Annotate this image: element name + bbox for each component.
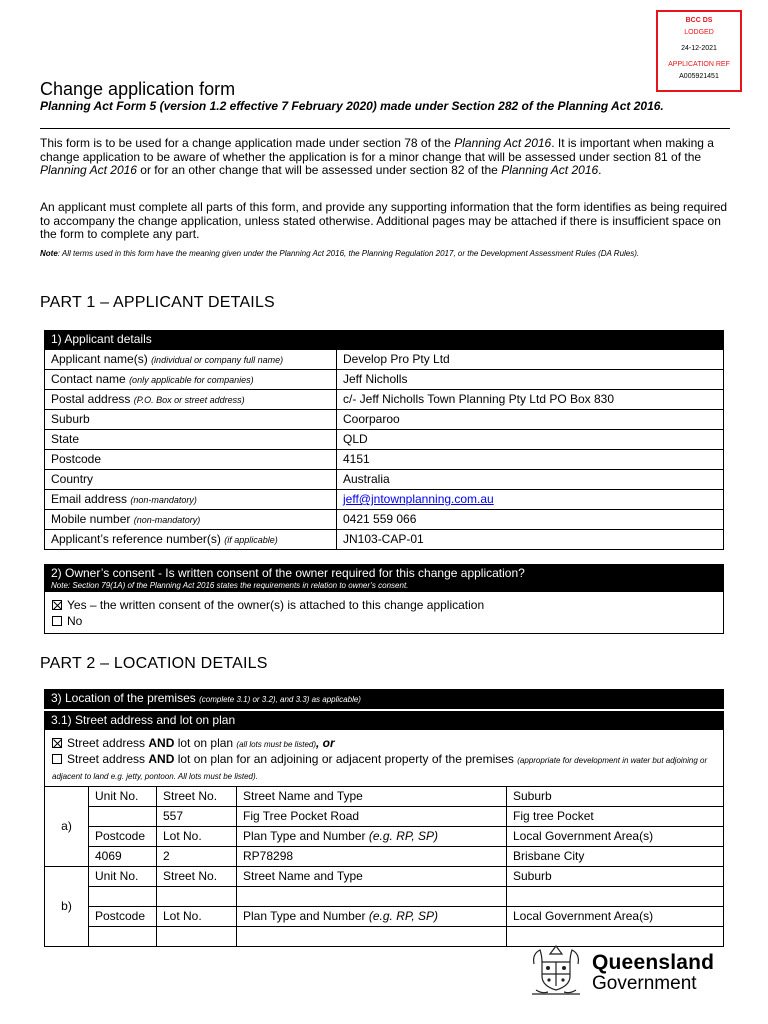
a-unit-no-field[interactable] <box>89 807 157 827</box>
a-street-name-field[interactable]: Fig Tree Pocket Road <box>237 807 507 827</box>
applicant-details-section <box>44 330 724 550</box>
field-label-text: Mobile number <box>51 511 131 526</box>
col-header-street-name: Street Name and Type <box>237 787 507 807</box>
owner-consent-header <box>44 564 724 592</box>
col-header-postcode: Postcode <box>89 827 157 847</box>
lodgement-stamp <box>656 10 742 92</box>
field-value[interactable] <box>337 470 724 490</box>
option-hint: (all lots must be listed) <box>236 740 317 749</box>
col-header-lga: Local Government Area(s) <box>507 827 724 847</box>
col-header-suburb: Suburb <box>507 867 724 887</box>
consent-yes-label: Yes – the written consent of the owner(s) is attached to this change application <box>67 598 485 612</box>
field-hint: (non-mandatory) <box>133 514 201 525</box>
table-row <box>45 490 724 510</box>
table-row <box>45 787 724 807</box>
intro-note <box>40 248 730 260</box>
b-plan-field[interactable] <box>237 927 507 947</box>
field-value-text: 4151 <box>343 452 370 466</box>
a-suburb-field[interactable]: Fig tree Pocket <box>507 807 724 827</box>
intro-text: . It is important when making a change application to be aware of whether the application is for a minor change that will be assessed under section 81 of the <box>40 136 714 164</box>
applicant-details-title: 1) Applicant details <box>44 330 724 349</box>
field-hint: (non-mandatory) <box>130 494 197 505</box>
col-header-unit-no: Unit No. <box>89 867 157 887</box>
consent-no-option[interactable] <box>45 613 723 629</box>
option-and: AND <box>148 752 175 766</box>
field-value[interactable] <box>337 370 724 390</box>
field-value[interactable] <box>337 350 724 370</box>
part2-heading: PART 2 – LOCATION DETAILS <box>40 655 268 672</box>
note-text: : All terms used in this form have the meaning given under the Planning Act 2016, the Planning Regulation 2017, or the Development Assessment Rules (DA Rules). <box>57 249 640 258</box>
table-row <box>45 867 724 887</box>
col-header-street-no: Street No. <box>157 867 237 887</box>
col-header-plan <box>237 907 507 927</box>
field-value-text: 0421 559 066 <box>343 512 417 526</box>
intro-text: This form is to be used for a change application made under section 78 of the <box>40 136 455 150</box>
table-row <box>45 350 724 370</box>
col-header-lga: Local Government Area(s) <box>507 907 724 927</box>
table-row <box>45 807 724 827</box>
field-value[interactable] <box>337 510 724 530</box>
intro-text: or for an other change that will be assessed under section 82 of the <box>136 163 502 177</box>
note-label: Note <box>40 249 58 258</box>
field-label-text: Suburb <box>51 412 90 426</box>
street-address-options <box>44 730 724 786</box>
field-label <box>45 370 337 390</box>
form-title: Change application form <box>40 79 236 99</box>
option-text: Street address <box>67 752 149 766</box>
street-address-option-2[interactable] <box>45 752 723 784</box>
field-value-text: Coorparoo <box>343 412 400 426</box>
table-row <box>45 907 724 927</box>
table-row <box>45 510 724 530</box>
field-value-text: QLD <box>343 432 368 446</box>
location-title-text: 3) Location of the premises <box>51 691 196 705</box>
field-value[interactable] <box>337 430 724 450</box>
option-text: lot on plan <box>174 736 237 750</box>
act-name: Planning Act 2016 <box>454 136 552 150</box>
field-value-text: Develop Pro Pty Ltd <box>343 352 450 366</box>
field-label-text: Postcode <box>51 452 102 466</box>
field-value-text: c/- Jeff Nicholls Town Planning Pty Ltd PO Box 830 <box>343 392 615 406</box>
field-label <box>45 430 337 450</box>
field-hint: (only applicable for companies) <box>129 374 254 385</box>
applicant-details-table <box>44 349 724 550</box>
owner-consent-note: Note: Section 79(1A) of the Planning Act 2016 states the requirements in relation to owner’s consent. <box>51 581 409 590</box>
option-hint: (appropriate for development in water but adjoining or adjacent to land e.g. jetty, pontoon. All lots must be listed). <box>52 756 708 781</box>
coat-of-arms-icon <box>528 942 584 998</box>
col-header-lot-no: Lot No. <box>157 907 237 927</box>
act-name: Planning Act 2016 <box>501 163 599 177</box>
a-street-no-field[interactable]: 557 <box>157 807 237 827</box>
act-name: Planning Act 2016 <box>40 163 137 177</box>
field-value-text: JN103-CAP-01 <box>343 532 424 546</box>
plan-header-hint: (e.g. RP, SP) <box>368 909 439 923</box>
col-header-street-no: Street No. <box>157 787 237 807</box>
table-row <box>45 390 724 410</box>
field-hint: (if applicable) <box>224 534 278 545</box>
field-value-text: Jeff Nicholls <box>343 372 408 386</box>
consent-yes-option[interactable] <box>45 597 723 613</box>
col-header-postcode: Postcode <box>89 907 157 927</box>
field-label-text: Applicant’s reference number(s) <box>51 531 221 546</box>
table-row <box>45 847 724 867</box>
b-suburb-field[interactable] <box>507 887 724 907</box>
stamp-ref: A005921451 <box>679 73 719 80</box>
field-label-text: State <box>51 432 80 446</box>
queensland-government-logo <box>528 942 715 998</box>
field-value[interactable] <box>337 490 724 510</box>
table-row <box>45 450 724 470</box>
option-text: Street address <box>67 736 149 750</box>
field-value-text[interactable]: jeff@jntownplanning.com.au <box>343 492 494 506</box>
field-label <box>45 450 337 470</box>
b-postcode-field[interactable] <box>89 927 157 947</box>
stamp-ref-label: APPLICATION REF <box>668 61 730 68</box>
checked-checkbox[interactable] <box>52 738 62 748</box>
plan-header-text: Plan Type and Number <box>243 829 366 843</box>
consent-no-label: No <box>67 614 83 628</box>
field-label-text: Email address <box>51 491 128 506</box>
plan-header-text: Plan Type and Number <box>243 909 366 923</box>
field-label-text: Country <box>51 472 94 486</box>
field-value[interactable] <box>337 410 724 430</box>
field-hint: (individual or company full name) <box>151 354 284 365</box>
intro-paragraph-1 <box>40 137 730 178</box>
table-row <box>45 430 724 450</box>
a-lot-no-field[interactable]: 2 <box>157 847 237 867</box>
col-header-plan <box>237 827 507 847</box>
header-divider <box>40 128 730 129</box>
table-row <box>45 370 724 390</box>
field-label <box>45 530 337 550</box>
intro-paragraph-2: An applicant must complete all parts of this form, and provide any supporting information that the form identifies as being required to accompany the change application, unless stated otherwise. Additional pages may be attached if there is insufficient space on the form to complete any part. <box>40 200 728 241</box>
b-street-name-field[interactable] <box>237 887 507 907</box>
field-label-text: Postal address <box>51 391 131 406</box>
col-header-suburb: Suburb <box>507 787 724 807</box>
location-title-hint: (complete 3.1) or 3.2), and 3.3) as applicable) <box>199 695 361 704</box>
checked-checkbox[interactable] <box>52 600 62 610</box>
col-header-lot-no: Lot No. <box>157 827 237 847</box>
stamp-date: 24-12-2021 <box>681 45 717 52</box>
field-label <box>45 410 337 430</box>
col-header-street-name: Street Name and Type <box>237 867 507 887</box>
field-label <box>45 390 337 410</box>
a-lga-field[interactable]: Brisbane City <box>507 847 724 867</box>
field-value[interactable] <box>337 530 724 550</box>
col-header-unit-no: Unit No. <box>89 787 157 807</box>
row-label-a: a) <box>45 787 89 867</box>
logo-line2: Government <box>592 973 697 994</box>
option-text: lot on plan for an adjoining or adjacent property of the premises <box>174 752 518 766</box>
unchecked-checkbox[interactable] <box>52 754 62 764</box>
stamp-line2: LODGED <box>684 29 714 36</box>
field-label-text: Contact name <box>51 371 126 386</box>
option-and: AND <box>148 736 175 750</box>
field-value[interactable] <box>337 390 724 410</box>
a-postcode-field[interactable]: 4069 <box>89 847 157 867</box>
field-label-text: Applicant name(s) <box>51 351 148 366</box>
owner-consent-title: 2) Owner’s consent - Is written consent of the owner required for this change application? <box>51 566 525 580</box>
owner-consent-section <box>44 564 724 634</box>
form-subtitle: Planning Act Form 5 (version 1.2 effective 7 February 2020) made under Section 282 of the Planning Act 2016. <box>40 99 664 113</box>
row-label-b: b) <box>45 867 89 947</box>
street-address-option-1[interactable] <box>45 736 723 752</box>
location-title <box>44 689 724 709</box>
field-label <box>45 490 337 510</box>
table-row <box>45 530 724 550</box>
a-plan-field[interactable]: RP78298 <box>237 847 507 867</box>
owner-consent-options <box>44 592 724 634</box>
table-row <box>45 827 724 847</box>
field-label <box>45 350 337 370</box>
stamp-line1: BCC DS <box>685 17 713 24</box>
field-hint: (P.O. Box or street address) <box>133 394 245 405</box>
b-unit-no-field[interactable] <box>89 887 157 907</box>
plan-header-hint: (e.g. RP, SP) <box>368 829 439 843</box>
field-value-text: Australia <box>343 472 390 486</box>
field-value[interactable] <box>337 450 724 470</box>
field-label <box>45 470 337 490</box>
unchecked-checkbox[interactable] <box>52 616 62 626</box>
field-label <box>45 510 337 530</box>
table-row <box>45 470 724 490</box>
b-lot-no-field[interactable] <box>157 927 237 947</box>
table-row <box>45 887 724 907</box>
location-section <box>44 689 724 947</box>
address-lot-table <box>44 786 724 947</box>
table-row <box>45 410 724 430</box>
b-street-no-field[interactable] <box>157 887 237 907</box>
street-address-subtitle: 3.1) Street address and lot on plan <box>44 711 724 730</box>
intro-text: . <box>598 163 602 177</box>
logo-line1: Queensland <box>592 951 715 974</box>
option-or: , or <box>316 736 335 750</box>
part1-heading: PART 1 – APPLICANT DETAILS <box>40 294 275 311</box>
